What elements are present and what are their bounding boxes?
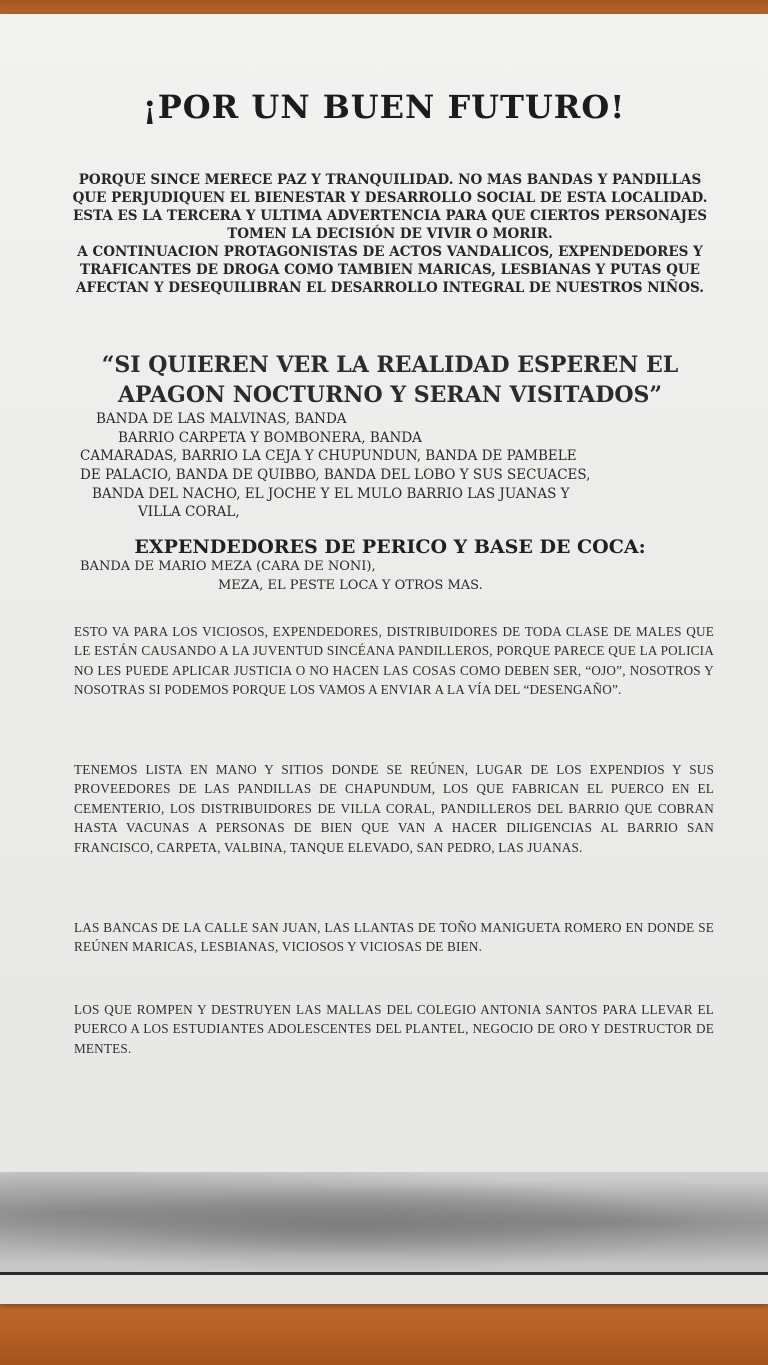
- band-line: DE PALACIO, BANDA DE QUIBBO, BANDA DEL LOBO Y SUS SECUACES,: [80, 466, 591, 483]
- paragraph-4: LOS QUE ROMPEN Y DESTRUYEN LAS MALLAS DEL COLEGIO ANTONIA SANTOS PARA LLEVAR EL PUERCO A LOS ESTUDIANTES ADOLESCENTES DEL PLANTEL, NEGOCIO DE ORO Y DESTRUCTOR DE MENTES.: [74, 1002, 714, 1056]
- band-line: CAMARADAS, BARRIO LA CEJA Y CHUPUNDUN, BANDA DE PAMBELE: [80, 448, 577, 465]
- band-line: VILLA CORAL,: [138, 504, 240, 521]
- intro-line: ESTA ES LA TERCERA Y ULTIMA ADVERTENCIA PARA QUE CIERTOS PERSONAJES TOMEN LA DECISIÓN DE VIVIR O MORIR.: [72, 207, 708, 242]
- paragraph-1: ESTO VA PARA LOS VICIOSOS, EXPENDEDORES, DISTRIBUIDORES DE TODA CLASE DE MALES QUE LE ESTÁN CAUSANDO A LA JUVENTUD SINCÉANA PANDILLEROS, PORQUE PARECE QUE LA POLICIA NO LES PUEDE APLICAR JUSTICIA O NO HACEN LAS COSAS COMO DEBEN SER, “OJO”, NOSOTROS Y NOSOTRAS SI PODEMOS PORQUE LOS VAMOS A ENVIAR A LA VÍA DEL “DESENGAÑO”.: [74, 624, 714, 698]
- quote-line: “SI QUIEREN VER LA REALIDAD ESPEREN EL: [101, 352, 679, 378]
- dealers-list: [80, 558, 640, 596]
- paragraph-2: TENEMOS LISTA EN MANO Y SITIOS DONDE SE REÚNEN, LUGAR DE LOS EXPENDIOS Y SUS PROVEEDORES DE LAS PANDILLAS DE CHAPUNDUM, LOS QUE FABRICAN EL PUERCO EN EL CEMENTERIO, LOS DISTRIBUIDORES DE VILLA CORAL, PANDILLEROS DEL BARRIO QUE COBRAN HASTA VACUNAS A PERSONAS DE BIEN QUE VAN A HACER DILIGENCIAS AL BARRIO SAN FRANCISCO, CARPETA, VALBINA, TANQUE ELEVADO, SAN PEDRO, LAS JUANAS.: [74, 762, 714, 855]
- dealers-line: MEZA, EL PESTE LOCA Y OTROS MAS.: [218, 577, 483, 593]
- band-line: BANDA DEL NACHO, EL JOCHE Y EL MULO BARRIO LAS JUANAS Y: [92, 485, 570, 502]
- dealers-line: BANDA DE MARIO MEZA (CARA DE NONI),: [80, 559, 376, 574]
- wood-background-bottom: [0, 1300, 768, 1365]
- paragraph-3: LAS BANCAS DE LA CALLE SAN JUAN, LAS LLANTAS DE TOÑO MANIGUETA ROMERO EN DONDE SE REÚNEN MARICAS, LESBIANAS, VICIOSOS Y VICIOSAS DE BIEN.: [74, 920, 714, 955]
- dealers-heading: EXPENDEDORES DE PERICO Y BASE DE COCA:: [134, 536, 646, 558]
- band-list: [80, 410, 720, 522]
- intro-block: [70, 172, 710, 298]
- photocopy-edge-line: [0, 1272, 768, 1275]
- warning-quote: [60, 350, 720, 411]
- band-line: BARRIO CARPETA Y BOMBONERA, BANDA: [118, 429, 422, 446]
- intro-line: A CONTINUACION PROTAGONISTAS DE ACTOS VANDALICOS, EXPENDEDORES Y TRAFICANTES DE DROGA COMO TAMBIEN MARICAS, LESBIANAS Y PUTAS QUE AFECTAN Y DESEQUILIBRAN EL DESARROLLO INTEGRAL DE NUESTROS NIÑOS.: [76, 243, 704, 296]
- intro-line: PORQUE SINCE MERECE PAZ Y TRANQUILIDAD. NO MAS BANDAS Y PANDILLAS QUE PERJUDIQUEN EL BIENESTAR Y DESARROLLO SOCIAL DE ESTA LOCALIDAD.: [72, 172, 708, 206]
- quote-line: APAGON NOCTURNO Y SERAN VISITADOS”: [117, 382, 663, 409]
- photocopy-artifact-band: [0, 1172, 768, 1272]
- band-line: BANDA DE LAS MALVINAS, BANDA: [96, 411, 347, 427]
- flyer-title: ¡POR UN BUEN FUTURO!: [142, 88, 626, 126]
